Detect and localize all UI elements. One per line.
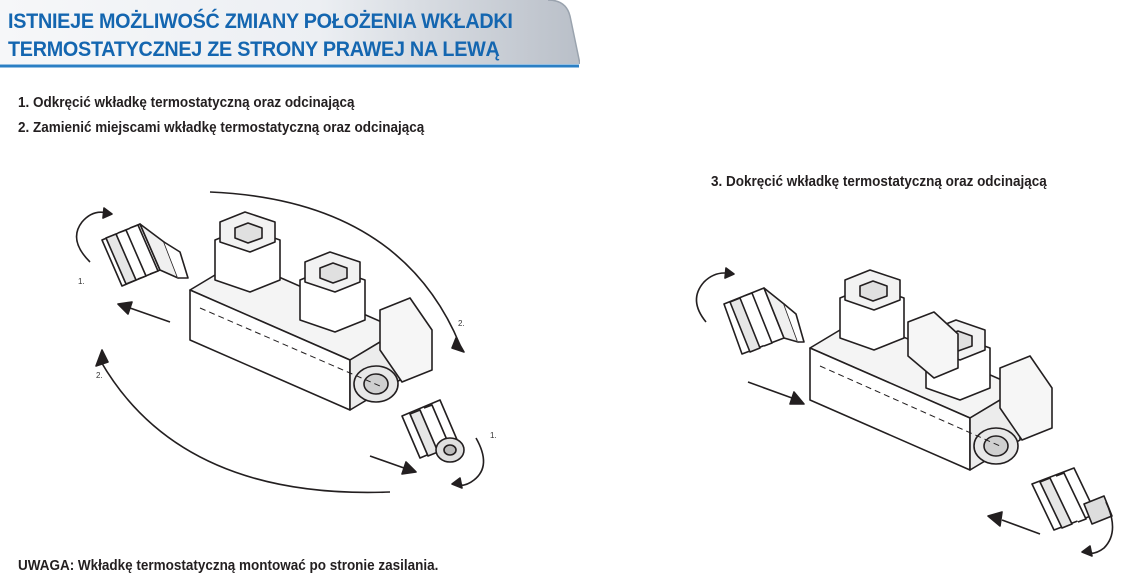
move-arrow-right <box>1002 520 1040 534</box>
step-3-text: 3. Dokręcić wkładkę termostatyczną oraz odcinającą <box>711 174 1047 190</box>
label-2-right: 2. <box>458 319 465 328</box>
title-line-1: ISTNIEJE MOŻLIWOŚĆ ZMIANY POŁOŻENIA WKŁADKI <box>8 9 513 33</box>
thermostatic-insert-left <box>102 224 188 286</box>
step-2-text: 2. Zamienić miejscami wkładkę termostatyczną oraz odcinającą <box>18 120 425 136</box>
title-line-2: TERMOSTATYCZNEJ ZE STRONY PRAWEJ NA LEWĄ <box>8 37 500 61</box>
move-arrow-left <box>130 308 170 322</box>
valve-body <box>190 212 432 410</box>
move-arrow-left <box>748 382 792 398</box>
move-arrow-right <box>370 456 404 468</box>
label-1-left: 1. <box>78 277 85 286</box>
header-banner <box>0 0 580 68</box>
rotation-arrow-left <box>77 212 110 262</box>
right-valve-diagram <box>680 258 1120 568</box>
page-title <box>8 7 513 63</box>
valve-body <box>810 270 1052 470</box>
thermostatic-insert-left <box>724 288 804 354</box>
label-2-left: 2. <box>96 371 103 380</box>
thermostatic-insert-right <box>1032 468 1112 530</box>
thermostatic-insert-right <box>402 400 464 462</box>
rotation-arrow-top <box>696 273 732 322</box>
step-1-text: 1. Odkręcić wkładkę termostatyczną oraz odcinającą <box>18 95 355 111</box>
left-valve-diagram <box>60 180 520 500</box>
warning-note: UWAGA: Wkładkę termostatyczną montować po stronie zasilania. <box>18 558 439 574</box>
label-1-right: 1. <box>490 431 497 440</box>
